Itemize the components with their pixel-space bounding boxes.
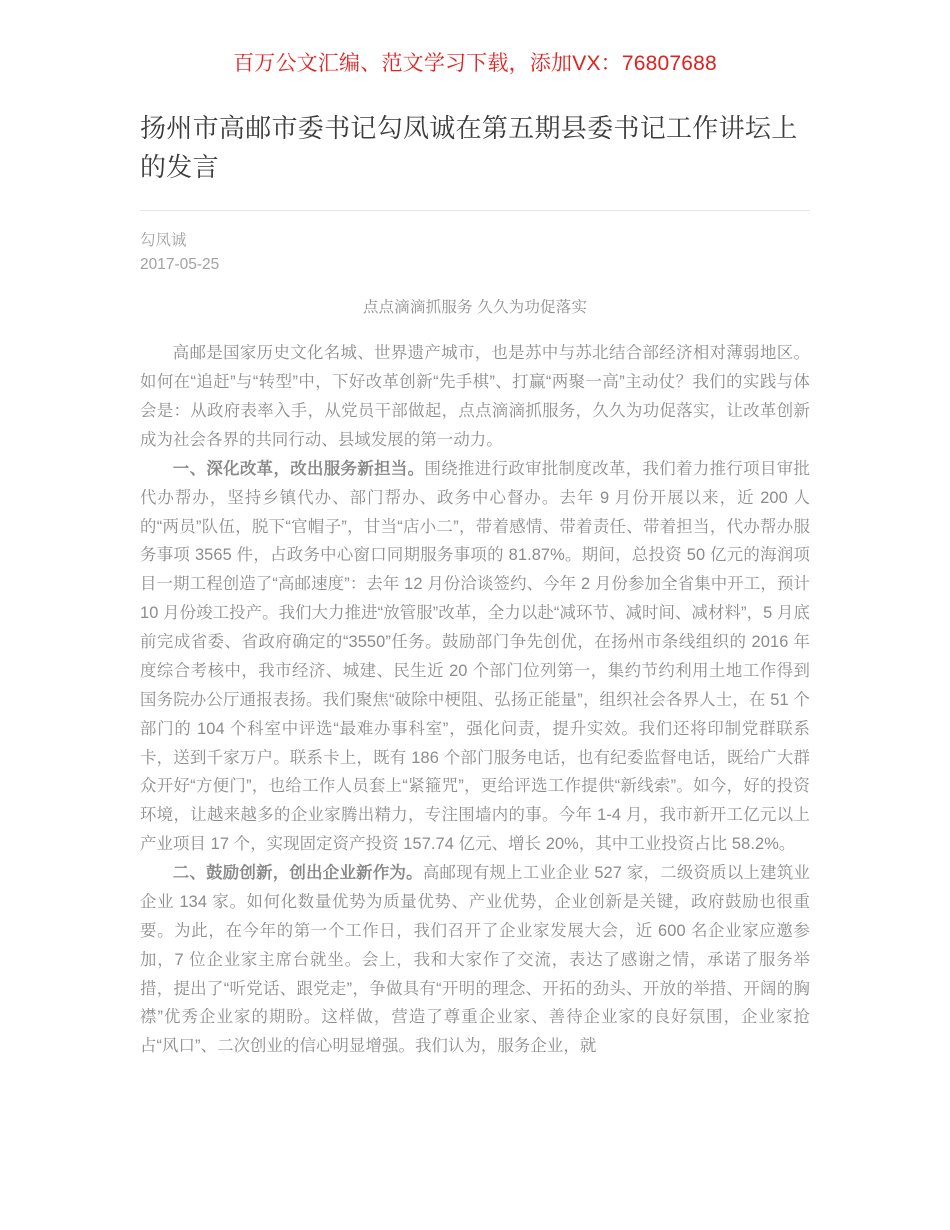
paragraph-text: 高邮现有规上工业企业 527 家，二级资质以上建筑业企业 134 家。如何化数量优势为质量优势、产业优势，企业创新是关键，政府鼓励也很重要。为此，在今年的第一个工作日，我们召开了企业家发展大会，近 600 名企业家应邀参加，7 位企业家主席台就坐。会上，我和大家作了交流，表达了感谢之情，承诺了服务举措，提出了“听党话、跟党走”，争做具有“开明的理念、开拓的劲头、开放的举措、开阔的胸襟”优秀企业家的期盼。这样做，营造了尊重企业家、善待企业家的良好氛围，企业家抢占“风口”、二次创业的信心明显增强。我们认为，服务企业，就 xyxy=(140,864,810,1056)
document-meta xyxy=(140,229,810,277)
page-title: 扬州市高邮市委书记勾凤诚在第五期县委书记工作讲坛上的发言 xyxy=(140,113,798,182)
paragraph-lead: 二、鼓励创新，创出企业新作为。 xyxy=(172,864,423,883)
author-name: 勾凤诚 xyxy=(140,232,187,250)
promo-banner-text: 百万公文汇编、范文学习下载，添加VX：76807688 xyxy=(233,52,717,75)
document-body xyxy=(140,339,810,1061)
title-divider xyxy=(140,210,810,211)
paragraph-text: 围绕推进行政审批制度改革，我们着力推行项目审批代办帮办，坚持乡镇代办、部门帮办、政务中心督办。去年 9 月份开展以来，近 200 人的“两员”队伍，脱下“官帽子”，甘当“店小二”，带着感情、带着责任、带着担当，代办帮办服务事项 3565 件，占政务中心窗口同期服务事项的 81.87%。期间，总投资 50 亿元的海润项目一期工程创造了“高邮速度”：去年 12 月份洽谈签约、今年 2 月份参加全省集中开工，预计 10 月份竣工投产。我们大力推进“放管服”改革，全力以赴“减环节、减时间、减材料”，5 月底前完成省委、省政府确定的“3550”任务。鼓励部门争先创优，在扬州市条线组织的 2016 年度综合考核中，我市经济、城建、民生近 20 个部门位列第一，集约节约利用土地工作得到国务院办公厅通报表扬。我们聚焦“破除中梗阻、弘扬正能量”，组织社会各界人士，在 51 个部门的 104 个科室中评选“最难办事科室”，强化问责，提升实效。我们还将印制党群联系卡，送到千家万户。联系卡上，既有 186 个部门服务电话，也有纪委监督电话，既给广大群众开好“方便门”，也给工作人员套上“紧箍咒”，更给评选工作提供“新线索”。如今，好的投资环境，让越来越多的企业家腾出精力，专注围墙内的事。今年 1-4 月，我市新开工亿元以上产业项目 17 个，实现固定资产投资 157.74 亿元、增长 20%，其中工业投资占比 58.2%。 xyxy=(140,459,810,854)
document-subtitle: 点点滴滴抓服务 久久为功促落实 xyxy=(362,299,588,317)
paragraph xyxy=(140,859,810,1061)
paragraph-text: 高邮是国家历史文化名城、世界遗产城市，也是苏中与苏北结合部经济相对薄弱地区。如何在“追赶”与“转型”中，下好改革创新“先手棋”、打赢“两聚一高”主动仗？我们的实践与体会是：从政府表率入手，从党员干部做起，点点滴滴抓服务，久久为功促落实，让改革创新成为社会各界的共同行动、县域发展的第一动力。 xyxy=(140,344,810,449)
publish-date: 2017-05-25 xyxy=(140,256,220,274)
paragraph-lead: 一、深化改革，改出服务新担当。 xyxy=(172,459,425,478)
paragraph xyxy=(140,339,810,455)
document-content xyxy=(140,77,810,1061)
paragraph xyxy=(140,455,810,859)
